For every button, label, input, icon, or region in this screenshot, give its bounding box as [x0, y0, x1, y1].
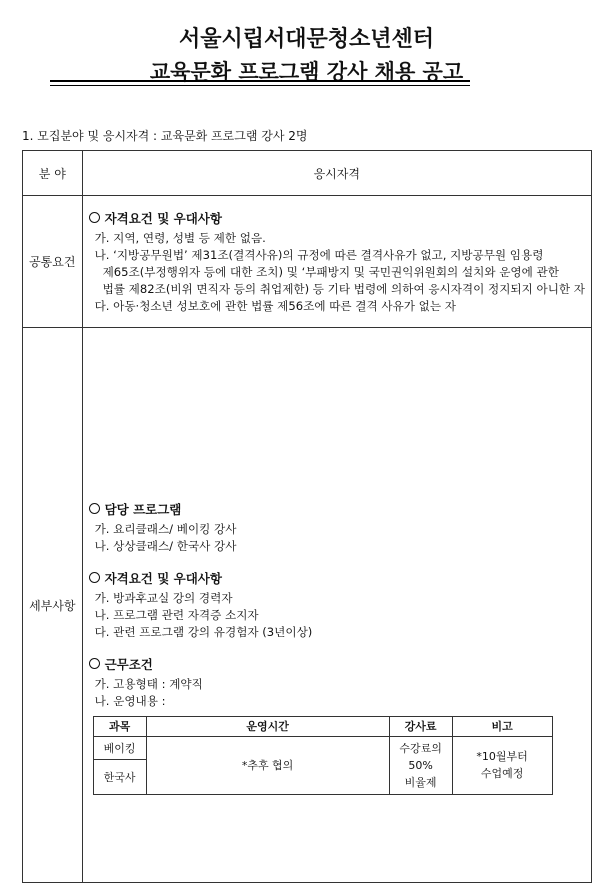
work-heading: 근무조건 — [89, 655, 583, 673]
circle-bullet-icon — [89, 503, 100, 514]
detail-section — [82, 328, 591, 883]
schedule-header: 강사료 — [389, 716, 452, 736]
program-line: 가. 요리클래스/ 베이킹 강사 — [94, 521, 237, 536]
qualification-line: 나. 프로그램 관련 자격증 소지자 — [94, 607, 259, 622]
common-line: 다. 아동·청소년 성보호에 관한 법률 제56조에 따른 결격 사유가 없는 자 — [94, 298, 456, 313]
subject-cell: 베이킹 — [93, 736, 146, 759]
common-line: 나. ‘지방공무원법’ 제31조(결격사유)의 규정에 따른 결격사유가 없고, 지방공무원 임용령 — [94, 247, 544, 262]
program-group — [89, 500, 583, 555]
work-line: 가. 고용형태 : 계약직 — [94, 676, 203, 691]
schedule-header: 과목 — [93, 716, 146, 736]
notice-title: 교육문화 프로그램 강사 채용 공고 — [149, 60, 464, 84]
work-group — [89, 655, 583, 710]
circle-bullet-icon — [89, 212, 100, 223]
subject-cell: 한국사 — [93, 759, 146, 794]
circle-bullet-icon — [89, 572, 100, 583]
section-heading: 1. 모집분야 및 응시자격 : 교육문화 프로그램 강사 2명 — [22, 129, 308, 143]
qualification-group — [89, 569, 583, 641]
schedule-header: 비고 — [452, 716, 552, 736]
row-label-common: 공통요건 — [23, 196, 83, 328]
schedule-header: 운영시간 — [146, 716, 389, 736]
work-line: 나. 운영내용 : — [94, 693, 166, 708]
fee-cell: 수강료의 50% 비율제 — [389, 736, 452, 794]
common-line: 법률 제82조(비위 면직자 등의 취업제한) 등 기타 법령에 의하여 응시자격이 정지되지 아니한 자 — [102, 281, 585, 296]
common-line: 제65조(부정행위자 등에 대한 조치) 및 ‘부패방지 및 국민권익위원회의 설치와 운영에 관한 — [102, 264, 559, 279]
time-cell: *추후 협의 — [146, 736, 389, 794]
col-header-qualification: 응시자격 — [82, 151, 591, 196]
common-heading: 자격요건 및 우대사항 — [89, 209, 585, 227]
title-underline-thin — [50, 85, 470, 86]
qualification-heading: 자격요건 및 우대사항 — [89, 569, 583, 587]
common-line: 가. 지역, 연령, 성별 등 제한 없음. — [94, 230, 266, 245]
row-label-detail: 세부사항 — [23, 328, 83, 883]
qualification-line: 다. 관련 프로그램 강의 유경험자 (3년이상) — [94, 624, 313, 639]
note-cell: *10월부터 수업예정 — [452, 736, 552, 794]
title-underline — [50, 80, 470, 82]
common-requirements — [82, 196, 591, 328]
schedule-table — [93, 716, 553, 795]
program-line: 나. 상상클래스/ 한국사 강사 — [94, 538, 237, 553]
org-title: 서울시립서대문청소년센터 — [178, 27, 435, 52]
circle-bullet-icon — [89, 658, 100, 669]
qualification-line: 가. 방과후교실 강의 경력자 — [94, 590, 233, 605]
col-header-field: 분 야 — [23, 151, 83, 196]
program-heading: 담당 프로그램 — [89, 500, 583, 518]
qualification-table — [22, 150, 592, 883]
